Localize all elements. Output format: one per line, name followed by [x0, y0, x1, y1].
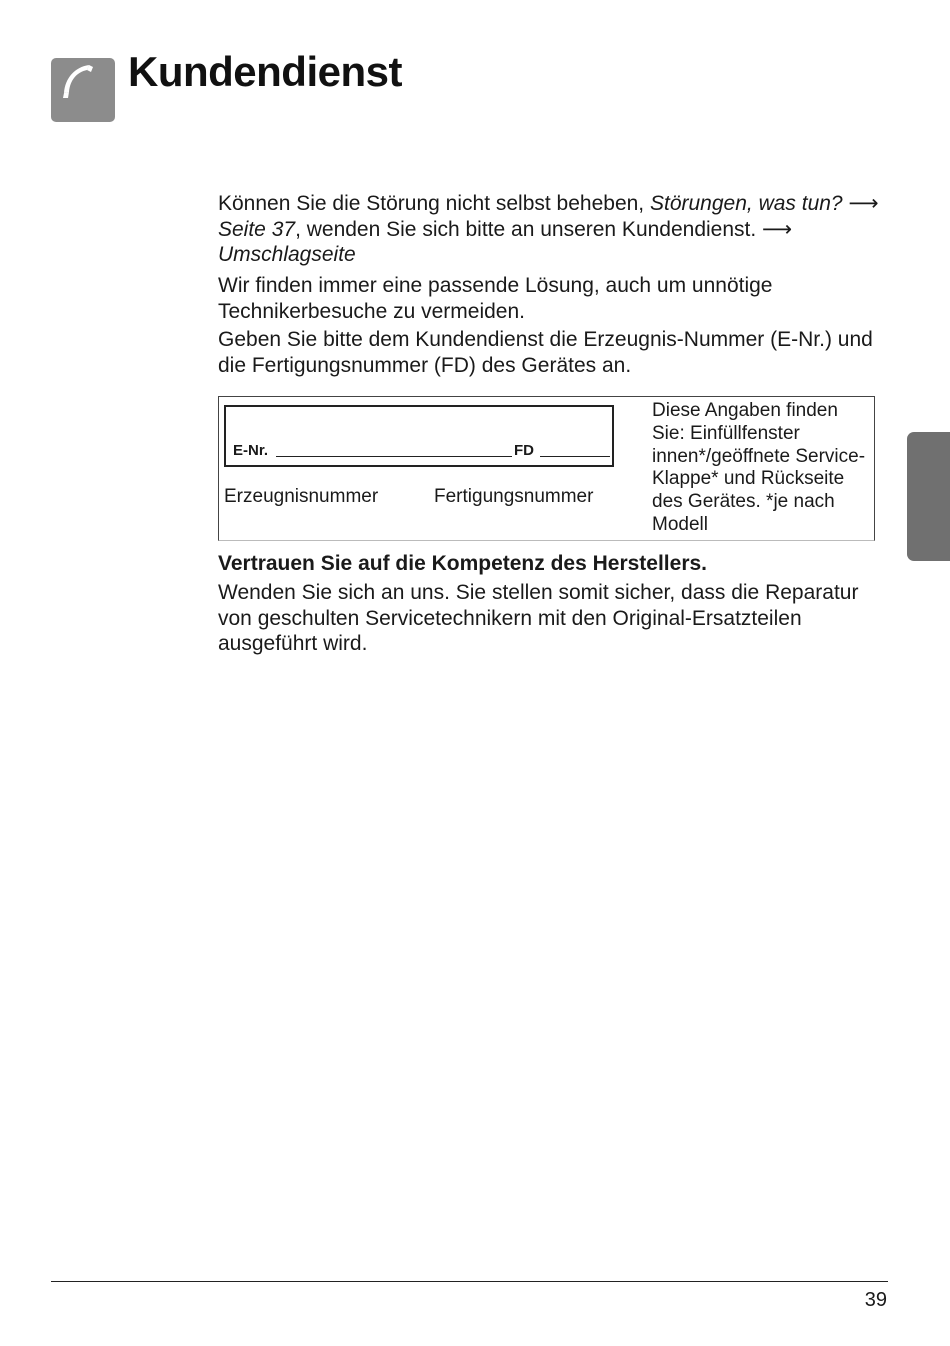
- arrow-icon: ⟶: [756, 217, 793, 241]
- fd-caption: Fertigungsnummer: [434, 486, 594, 507]
- enr-line: [276, 456, 512, 457]
- footer-divider: [51, 1281, 888, 1282]
- rating-plate-box: [218, 396, 875, 541]
- troubleshooting-reference: Störungen, was tun?: [649, 192, 843, 215]
- trust-heading: Vertrauen Sie auf die Kompetenz des Herstellers.: [218, 552, 708, 575]
- intro-text-b: , wenden Sie sich bitte an unseren Kundendienst.: [295, 217, 757, 241]
- fd-line: [540, 456, 610, 457]
- fd-label: FD: [514, 442, 534, 459]
- rating-plate-label: [224, 405, 614, 467]
- intro-paragraph-1: [218, 191, 886, 268]
- enr-label: E-Nr.: [233, 442, 269, 459]
- intro-paragraph-3: Geben Sie bitte dem Kundendienst die Erzeugnis-Nummer (E-Nr.) und die Fertigungsnummer (FD) des Gerätes an.: [218, 328, 873, 377]
- page-number: 39: [864, 1289, 887, 1311]
- intro-paragraph-2: Wir finden immer eine passende Lösung, auch um unnötige Technikerbesuche zu vermeiden.: [218, 274, 773, 323]
- arrow-icon: ⟶: [842, 192, 879, 215]
- location-note: Diese Angaben finden Sie: Einfüllfenster innen*/geöffnete Service-Klappe* und Rückseite des Gerätes. *je nach Modell: [652, 400, 866, 535]
- phone-handset-icon: [51, 58, 115, 122]
- cover-page-reference: Umschlagseite: [218, 243, 356, 266]
- page-title: Kundendienst: [128, 48, 402, 95]
- enr-caption: Erzeugnisnummer: [224, 486, 379, 507]
- page-reference: Seite 37: [218, 217, 296, 241]
- intro-text-a: Können Sie die Störung nicht selbst beheben,: [218, 192, 650, 215]
- section-tab: [907, 432, 950, 561]
- trust-paragraph: Wenden Sie sich an uns. Sie stellen somit sicher, dass die Reparatur von geschulten Servicetechnikern mit den Original-Ersatzteilen ausgeführt wird.: [218, 581, 859, 655]
